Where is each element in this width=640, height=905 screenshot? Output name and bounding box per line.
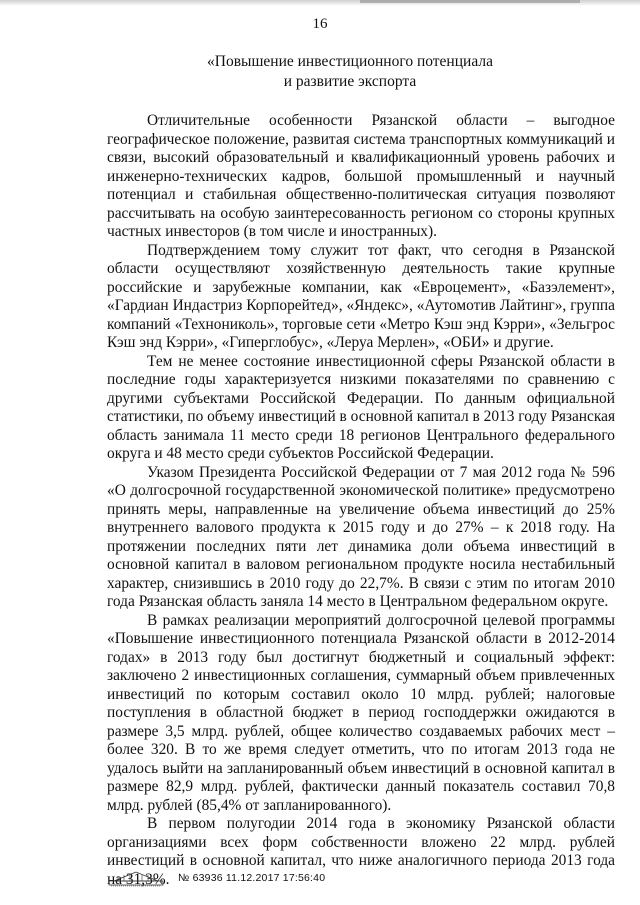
paragraph-line: Отличительные особенности Рязанской области – выгодное — [147, 112, 615, 129]
scan-edge-shadow — [0, 0, 640, 6]
paragraph — [107, 612, 615, 816]
paragraph-line: более 320. В то же время следует отметить, что по итогам 2013 года не — [107, 741, 615, 758]
paragraph-line: «Повышение инвестиционного потенциала Рязанской области в 2012-2014 — [107, 630, 615, 647]
paragraph-line: на 31,3%. — [107, 870, 170, 888]
paragraph-line: В первом полугодии 2014 года в экономику Рязанской области — [147, 815, 615, 832]
paragraph — [107, 242, 615, 353]
paragraph-line: «Гардиан Индастриз Корпорейтед», «Яндекс», «Аутомотив Лайтинг», группа — [107, 297, 615, 314]
paragraph-line: Указом Президента Российской Федерации от 7 мая 2012 года № 596 — [147, 463, 615, 481]
registration-stamp: № 63936 11.12.2017 17:56:40 — [178, 872, 326, 884]
paragraph-line: статистики, по объему инвестиций в основной капитал в 2013 году Рязанская — [107, 408, 616, 425]
document-title — [110, 52, 590, 92]
paragraph-line: внутреннего валового продукта к 2015 году и до 27% – к 2018 году. На — [107, 519, 615, 536]
paragraph-line: размере 82,9 млрд. рублей, фактически данный показатель составил 70,8 — [107, 778, 615, 795]
page-number: 16 — [312, 16, 328, 32]
paragraph-line: размере 3,5 млрд. рублей, общее количество создаваемых рабочих мест – — [107, 722, 615, 740]
paragraph-line: инвестиций по которым составил около 10 млрд. рублей; налоговые — [107, 685, 615, 703]
paragraph-line: Подтверждением тому служит тот факт, что сегодня в Рязанской — [147, 241, 615, 259]
paragraph-line: «О долгосрочной государственной экономической политике» предусмотрено — [107, 482, 615, 499]
paragraph-line: Кэш энд Кэрри», «Гиперглобус», «Леруа Мерлен», «ОБИ» и другие. — [107, 334, 554, 351]
paragraph-line: В рамках реализации мероприятий долгосрочной целевой программы — [147, 611, 615, 629]
paragraph-line: потенциал и стабильная общественно-политическая ситуация позволяют — [107, 186, 615, 203]
paragraph-line: связи, высокий образовательный и квалификационный уровень рабочих и — [107, 149, 615, 166]
paragraph-line: удалось выйти на запланированный объем инвестиций в основной капитал в — [107, 759, 615, 777]
paragraph-line: географическое положение, развитая система транспортных коммуникаций и — [107, 130, 615, 148]
paragraph-line: область занимала 11 место среди 18 регионов Центрального федерального — [107, 426, 615, 444]
paragraph-line: другими субъектами Российской Федерации. По данным официальной — [107, 389, 615, 407]
paragraph-line: заключено 2 инвестиционных соглашения, суммарный объем привлеченных — [107, 667, 615, 684]
paragraph-line: области осуществляют хозяйственную деятельность такие крупные — [107, 260, 615, 277]
paragraph-line: характер, снизившись в 2010 году до 22,7%. В связи с этим по итогам 2010 — [107, 574, 615, 592]
paragraph-line: годах» в 2013 году был достигнут бюджетный и социальный эффект: — [107, 648, 615, 666]
paragraph-line: российские и зарубежные компании, как «Евроцемент», «Базэлемент», — [107, 278, 615, 296]
title-line: и развитие экспорта — [283, 73, 417, 90]
building-stamp-icon — [108, 869, 164, 887]
paragraph-line: поступления в областной бюджет в период господдержки ожидаются в — [107, 704, 615, 721]
paragraph-line: инвестиций в основной капитал, что ниже аналогичного периода 2013 года — [107, 852, 615, 869]
paragraph — [107, 353, 615, 464]
paragraph-line: организациями всех форм собственности вложено 22 млрд. рублей — [107, 833, 615, 851]
paragraph — [107, 112, 615, 242]
title-line: «Повышение инвестиционного потенциала — [207, 53, 493, 70]
paragraph-line: рассчитывать на особую заинтересованность регионом со стороны крупных — [107, 204, 615, 222]
paragraph — [107, 464, 615, 612]
paragraph-line: протяжении последних пяти лет динамика доли объема инвестиций в — [107, 537, 615, 555]
paragraph-line: принять меры, направленные на увеличение объема инвестиций до 25% — [107, 500, 615, 518]
document-body — [107, 112, 615, 889]
paragraph-line: года Рязанская область заняла 14 место в Центральном федеральном округе. — [107, 593, 609, 610]
paragraph-line: округа и 48 место среди субъектов Российской Федерации. — [107, 445, 494, 462]
paragraph-line: Тем не менее состояние инвестиционной сферы Рязанской области в — [147, 352, 615, 370]
paragraph-line: инженерно-технических кадров, большой промышленный и научный — [107, 167, 615, 185]
document-footer — [108, 868, 528, 888]
paragraph-line: млрд. рублей (85,4% от запланированного). — [107, 796, 392, 814]
paragraph-line: основной капитал в валовом региональном продукте носила нестабильный — [107, 556, 615, 573]
paragraph-line: компаний «Технониколь», торговые сети «Метро Кэш энд Кэрри», «Зельгрос — [107, 315, 615, 333]
paragraph-line: последние годы характеризуется низкими показателями по сравнению с — [107, 371, 615, 388]
paragraph-line: частных инвесторов (в том числе и иностранных). — [107, 223, 437, 240]
